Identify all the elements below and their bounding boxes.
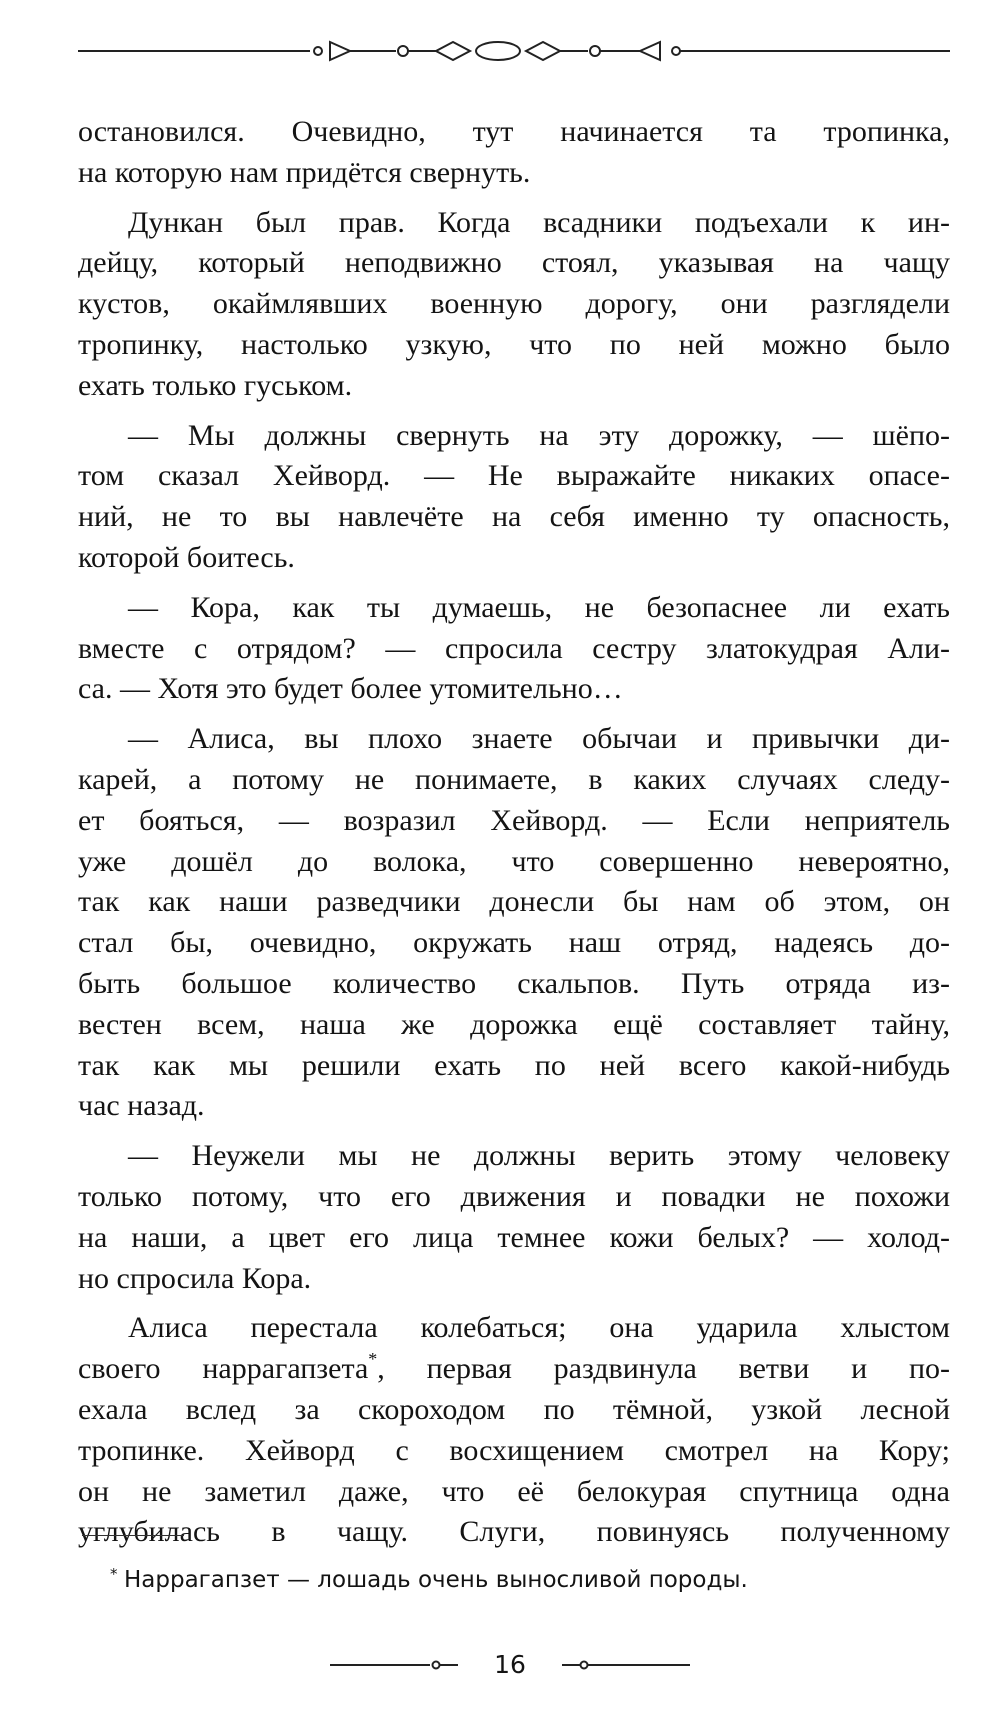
text-line: уже дошёл до волока, что совершенно невероятно,: [78, 844, 950, 878]
text-line: том сказал Хейворд. — Не выражайте никаких опасе-: [78, 459, 950, 493]
text-line: ет бояться, — возразил Хейворд. — Если неприятель: [78, 803, 950, 837]
text-line: на наши, а цвет его лица темнее кожи белых? — холод-: [78, 1220, 950, 1254]
text-line: тропинку, настолько узкую, что по ней можно было: [78, 327, 950, 361]
text-line: Алиса перестала колебаться; она ударила хлыстом: [128, 1311, 950, 1345]
text-line: он не заметил даже, что её белокурая спутница одна: [78, 1474, 950, 1508]
text-line-part: , первая раздвинула ветви и по-: [377, 1352, 950, 1386]
text-line: са. — Хотя это будет более утомительно…: [78, 672, 623, 706]
text-line: так как мы решили ехать по ней всего какой-нибудь: [78, 1048, 950, 1082]
text-line: на которую нам придётся свернуть.: [78, 155, 531, 189]
body-text: [78, 112, 950, 1553]
footnote-divider: [82, 1535, 184, 1536]
text-line: так как наши разведчики донесли бы нам об этом, он: [78, 885, 950, 919]
text-line: вестен всем, наша же дорожка ещё составляет тайну,: [78, 1007, 950, 1041]
footnote-marker: *: [110, 1565, 118, 1583]
text-line: карей, а потому не понимаете, в каких случаях следу-: [78, 762, 950, 796]
text-line-part: своего наррагапзета: [78, 1352, 369, 1386]
text-line: но спросила Кора.: [78, 1261, 312, 1295]
text-line: быть большое количество скальпов. Путь отряда из-: [78, 966, 950, 1000]
text-line: — Кора, как ты думаешь, не безопаснее ли ехать: [128, 590, 950, 624]
text-line: тропинке. Хейворд с восхищением смотрел на Кору;: [78, 1433, 950, 1467]
page-number-ornament: [330, 1645, 690, 1685]
text-line: только потому, что его движения и повадки не похожи: [78, 1179, 950, 1213]
text-line: — Мы должны свернуть на эту дорожку, — шёпо-: [128, 418, 950, 452]
text-line: углубилась в чащу. Слуги, повинуясь полученному: [78, 1515, 950, 1549]
footnote: [110, 1562, 748, 1598]
header-ornament: [78, 38, 950, 64]
page-number: 16: [494, 1650, 526, 1679]
text-line: ний, не то вы навлечёте на себя именно ту опасность,: [78, 500, 950, 534]
text-line: ехала вслед за скороходом по тёмной, узкой лесной: [78, 1392, 950, 1426]
text-line: ехать только гуськом.: [78, 368, 353, 402]
text-line: Дункан был прав. Когда всадники подъехали к ин-: [128, 205, 950, 239]
text-line: дейцу, который неподвижно стоял, указывая на чащу: [78, 246, 950, 280]
text-line: вместе с отрядом? — спросила сестру златокудрая Али-: [78, 631, 950, 665]
footnote-text: Наррагапзет — лошадь очень выносливой породы.: [124, 1567, 748, 1593]
text-line: — Неужели мы не должны верить этому человеку: [128, 1139, 950, 1173]
text-line: кустов, окаймлявших военную дорогу, они разглядели: [78, 287, 950, 321]
text-line: — Алиса, вы плохо знаете обычаи и привычки ди-: [128, 722, 950, 756]
text-line: час назад.: [78, 1089, 205, 1123]
footnote-reference: *: [368, 1349, 378, 1370]
text-line: остановился. Очевидно, тут начинается та тропинка,: [78, 115, 950, 148]
text-line: стал бы, очевидно, окружать наш отряд, надеясь до-: [78, 926, 950, 960]
text-line: [78, 1349, 950, 1390]
text-line: которой боитесь.: [78, 540, 295, 574]
